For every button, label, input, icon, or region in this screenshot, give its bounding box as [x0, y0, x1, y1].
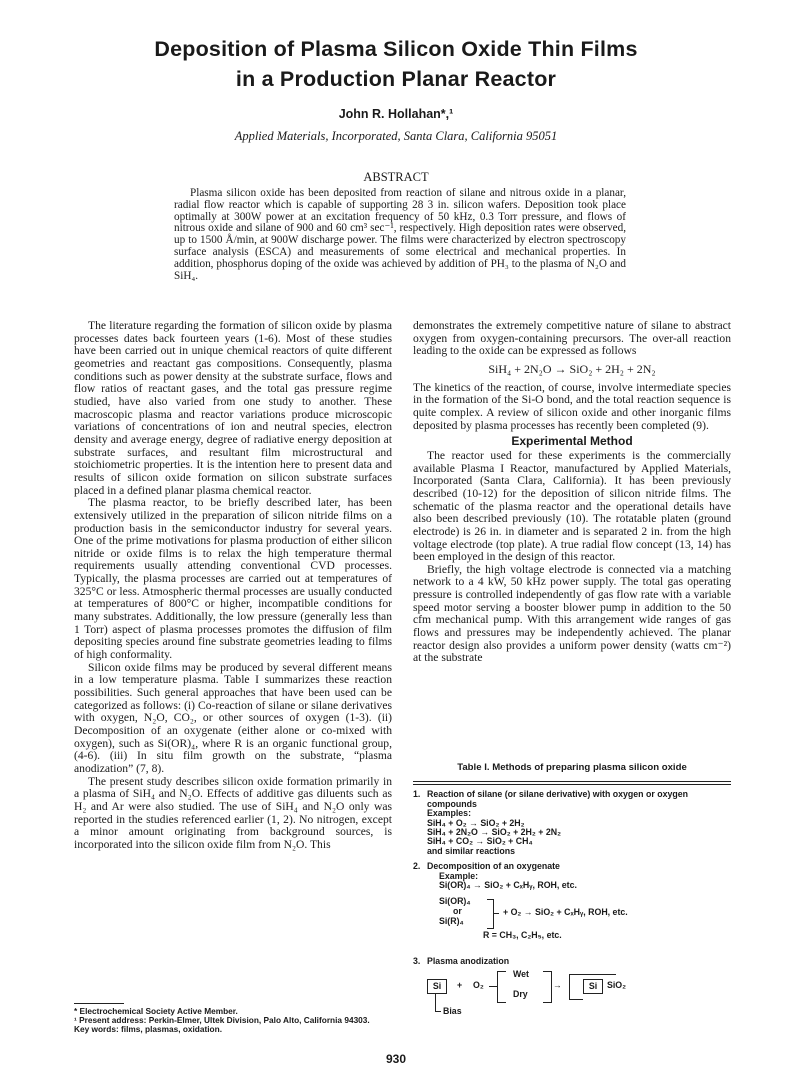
o2-line: [489, 986, 497, 987]
overall-equation: SiH₄ + 2N₂O → SiO₂ + 2H₂ + 2N₂: [488, 361, 656, 376]
sio2-label: SiO₂: [607, 979, 627, 990]
table-title: Table I. Methods of preparing plasma silicon oxide: [457, 762, 687, 773]
paragraph: Briefly, the high voltage electrode is connected via a matching network to a 4 kW, 50 kHz power supply. The total gas operating pressure is controlled independently of gas flow rate with a variable speed motor serving a booster blower pump in addition to the 50 cfm mechanical pump. With this arrangement wide ranges of gas flows and pressures may be independently achieved. The planar reactor design also provides a uniform power density (watts cm⁻²) at the substrate: [413, 562, 731, 665]
dry-label: Dry: [513, 988, 528, 999]
section-heading: Experimental Method: [511, 434, 633, 449]
item-equation: and similar reactions: [427, 845, 516, 856]
or-label: or: [453, 905, 462, 916]
si-box: [427, 979, 447, 994]
bias-wire: [435, 993, 436, 1011]
item-number: 3.: [413, 956, 421, 966]
paragraph: The kinetics of the reaction, of course, involve intermediate species in the formation of the Si-O bond, and the total reaction sequence is quite complex. A review of silicon oxide and other inorganic films deposited by plasma processes has recently been completed (9).: [413, 380, 731, 432]
item-example-label: Example:: [439, 870, 479, 881]
footnote: * Electrochemical Society Active Member.: [74, 1006, 238, 1016]
oxide-film-box: [569, 974, 583, 1000]
reactant-alkoxide: Si(OR)₄: [439, 895, 471, 906]
oxide-top-line: [582, 974, 616, 975]
oxygenate-bracket-group: [427, 895, 727, 941]
reactant-alkyl: Si(R)₄: [439, 915, 464, 926]
item-number: 1.: [413, 789, 421, 799]
item-text: Decomposition of an oxygenate: [427, 861, 560, 871]
paragraph: The present study describes silicon oxide formation primarily in a plasma of SiH₄ and N₂O. Effects of additive gas diluents such as H₂ and Ar were also studied. The use of SiH₄ and N₂O only was reported in the studies referenced earlier (1, 2). No nitrogen, except a minor amount originating from background sources, is incorporated into the silicon oxide film from N₂O. This: [74, 774, 392, 851]
paragraph: Silicon oxide films may be produced by several different means in a low temperature plasma. Table I summarizes these reaction possibilities. Such general approaches that have been used can be categorized as follows: (i) Co-reaction of silane or silane derivatives with oxygen, N₂O, CO₂, or other sources of oxygen (1-3). (ii) Decomposition of an oxygenate (either alone or co-mixed with oxygen), such as Si(OR)₄, where R is an organic functional group, (4-6). (iii) In situ film growth on the substrate, “plasma anodization” (7, 8).: [74, 660, 392, 775]
o2-label: O₂: [473, 979, 484, 990]
plus-sign: +: [457, 979, 463, 990]
paragraph: demonstrates the extremely competitive nature of silane to abstract oxygen from oxygen-containing precursors. The over-all reaction leading to the oxide can be expressed as follows: [413, 319, 731, 358]
title-line-2: in a Production Planar Reactor: [235, 67, 557, 91]
left-column: [74, 320, 392, 852]
table-top-rule: [413, 781, 731, 782]
table-top-rule-2: [413, 784, 731, 785]
bias-label: Bias: [443, 1005, 462, 1016]
item-equation: SiH₄ + CO₂ → SiO₂ + CH₄: [427, 836, 533, 847]
si-substrate-box: [583, 979, 603, 994]
paragraph: The literature regarding the formation of silicon oxide by plasma processes dates back fourteen years (1-6). Most of these studies have been carried out in unique chemical reactors of quite different geometries and reactant gas compositions. Consequently, plasma conditions such as power density at the substrate surface, flows and flow ratios of reactant gases, and the total gas pressure regime studied, have also varied from one study to another. These macroscopic plasma and reactor variations produce microscopic variations of concentrations of ion and neutral species, electron density and average energy, degree of radiative energy deposition at substrate surfaces, and resultant film microstructural and stoichiometric properties. It is the intention here to present data and results of silicon oxide formation on silicon substrate surfaces placed in a defined planar plasma chemical reactor.: [74, 319, 392, 497]
item-equation: SiH₄ + 2N₂O → SiO₂ + 2H₂ + 2N₂: [427, 827, 561, 838]
paper-title: [0, 34, 792, 94]
bracket-stem: [493, 913, 499, 914]
wet-label: Wet: [513, 968, 529, 979]
right-bracket: [543, 971, 552, 1003]
footnote: Key words: films, plasmas, oxidation.: [74, 1024, 222, 1035]
bracket: [487, 899, 494, 929]
table-item-3: [413, 957, 731, 1019]
si-label: Si: [432, 980, 442, 991]
item-text: Plasma anodization: [427, 956, 510, 966]
left-bracket: [497, 971, 506, 1003]
item-equation: Si(OR)₄ → SiO₂ + CₓHᵧ, ROH, etc.: [439, 880, 577, 891]
item-equation: SiH₄ + O₂ → SiO₂ + 2H₂: [427, 817, 525, 828]
footnote-rule: [74, 1003, 124, 1004]
paragraph: The reactor used for these experiments is the commercially available Plasma I Reactor, manufactured by Applied Materials, Incorporated (Santa Clara, California). It has been previously described (10-12) for the deposition of silicon nitride films. The schematic of the plasma reactor and the operational details have also been described previously (10). The rotatable platen (ground electrode) is 26 in. in diameter and is separated 2 in. from the high voltage electrode (top plate). A true radial flow concept (13, 14) has been employed in the design of this reactor.: [413, 448, 731, 564]
item-text: Reaction of silane (or silane derivative) with oxygen or oxygen compounds: [427, 789, 689, 809]
footnote: ¹ Present address: Perkin-Elmer, Ultek Division, Palo Alto, California 94303.: [74, 1015, 370, 1026]
footnotes: [74, 1007, 392, 1035]
abstract-heading: ABSTRACT: [363, 170, 429, 184]
table-item-1: [413, 790, 731, 854]
item-number: 2.: [413, 861, 421, 871]
table-item-2: [413, 862, 731, 952]
paragraph: The plasma reactor, to be briefly described later, has been extensively utilized in the preparation of silicon nitride films on a production basis in the semiconductor industry for several years. One of the prime motivations for plasma production of either silicon nitride or oxide films is to relax the high temperature thermal requirements usually attending conventional CVD processes. Typically, the plasma processes are carried out at temperatures of 325°C or less. Atmospheric thermal processes are usually conducted at temperatures of 800°C or higher, incompatible conditions for many substrates. Additionally, the low pressure (generally less than 1 Torr) aspect of plasma processes promotes the diffusion of film depositing species around fine substrate geometries leading to films of high conformality.: [74, 496, 392, 662]
item-examples-label: Examples:: [427, 808, 472, 819]
author: John R. Hollahan*,¹: [338, 107, 454, 121]
right-column: [413, 320, 731, 665]
title-line-1: Deposition of Plasma Silicon Oxide Thin Films: [154, 37, 638, 61]
r-definition: R = CH₃, C₂H₅, etc.: [483, 929, 562, 940]
reaction-products: + O₂ → SiO₂ + CₓHᵧ, ROH, etc.: [503, 906, 628, 917]
anodization-diagram: [427, 968, 727, 1021]
bias-wire-foot: [435, 1011, 441, 1012]
si-label: Si: [588, 980, 598, 991]
page-number: 930: [385, 1052, 407, 1066]
abstract-text: Plasma silicon oxide has been deposited from reaction of silane and nitrous oxide in a planar, radial flow reactor which is capable of supporting 28 3 in. silicon wafers. Deposition took place optimally at 300W power at an excitation frequency of 50 kHz, 0.3 Torr pressure, and flows of nitrous oxide and silane of 900 and 60 cm³ sec⁻¹, respectively. High deposition rates were observed, up to 1500 Å/min, at 900W discharge power. The films were characterized by electron spectroscopy surface analysis (ESCA) and measurements of some electrical and mechanical properties. In addition, phosphorus doping of the oxide was achieved by addition of PH₃ to the plasma of N₂O and SiH₄.: [174, 187, 626, 282]
affiliation: Applied Materials, Incorporated, Santa Clara, California 95051: [234, 129, 558, 143]
reaction-arrow: →: [553, 979, 562, 990]
